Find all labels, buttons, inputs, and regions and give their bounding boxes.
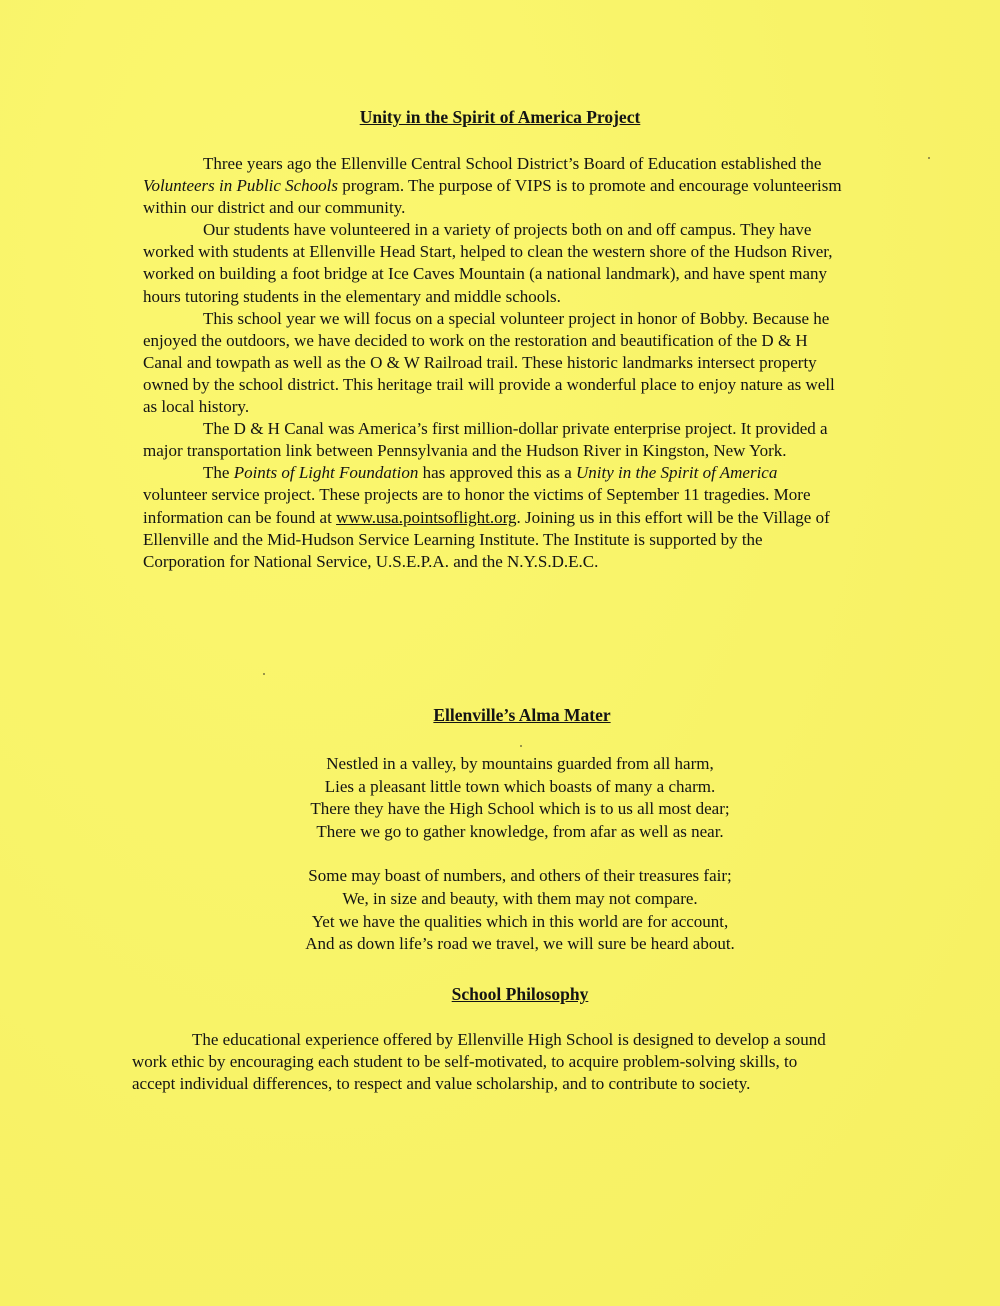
unity-spirit-name: Unity in the Spirit of America xyxy=(576,463,778,483)
paragraph-school-year-focus: This school year we will focus on a special volunteer project in honor of Bobby. Because he enjoyed the outdoors, we have decided to work on the restoration and beautification of the D & H Canal and towpath as well as the O & W Railroad trail. These historic landmarks intersect property owned by the school district. This heritage trail will provide a wonderful place to enjoy nature as well as local history. xyxy=(143,308,835,417)
unity-project-section xyxy=(143,153,843,573)
poem-stanza-2 xyxy=(0,865,1000,955)
poem-line: Lies a pleasant little town which boasts of many a charm. xyxy=(324,776,716,796)
poem-line: There we go to gather knowledge, from afar as well as near. xyxy=(316,821,724,841)
poem-line: We, in size and beauty, with them may not compare. xyxy=(342,888,698,908)
points-of-light-foundation-name: Points of Light Foundation xyxy=(233,463,419,483)
poem-line: Nestled in a valley, by mountains guarded from all harm, xyxy=(326,754,714,773)
scan-speck xyxy=(928,157,930,159)
school-philosophy-section xyxy=(132,1029,842,1095)
poem-stanza-1 xyxy=(0,753,1000,843)
vips-program-name: Volunteers in Public Schools xyxy=(143,176,339,196)
unity-project-heading: Unity in the Spirit of America Project xyxy=(359,107,641,127)
poem-line: There they have the High School which is to us all most dear; xyxy=(310,799,730,819)
scan-speck xyxy=(263,673,265,675)
poem-line: Some may boast of numbers, and others of their treasures fair; xyxy=(308,866,732,886)
scan-speck xyxy=(520,745,522,747)
paragraph-points-of-light: The Points of Light Foundation has approved this as a Unity in the Spirit of America volunteer service project. These projects are to honor the victims of September 11 tragedies. More information can be found at www.usa.pointsoflight.org. Joining us in this effort will be the Village of Ellenville and the Mid-Hudson Service Learning Institute. The Institute is supported by the Corporation for National Service, U.S.E.P.A. and the N.Y.S.D.E.C. xyxy=(143,463,830,571)
paragraph-student-projects: Our students have volunteered in a variety of projects both on and off campus. They have worked with students at Ellenville Head Start, helped to clean the western shore of the Hudson River, worked on building a foot bridge at Ice Caves Mountain (a national landmark), and have spent many hours tutoring students in the elementary and middle schools. xyxy=(143,220,833,306)
paragraph-philosophy: The educational experience offered by Ellenville High School is designed to develop a sound work ethic by encouraging each student to be self-motivated, to acquire problem-solving skills, to accept individual differences, to respect and value scholarship, and to contribute to society. xyxy=(132,1030,826,1093)
poem-line: And as down life’s road we travel, we will sure be heard about. xyxy=(305,934,735,954)
school-philosophy-heading: School Philosophy xyxy=(451,984,589,1004)
alma-mater-heading: Ellenville’s Alma Mater xyxy=(433,705,611,725)
paragraph-dh-canal: The D & H Canal was America’s first million-dollar private enterprise project. It provided a major transportation link between Pennsylvania and the Hudson River in Kingston, New York. xyxy=(143,419,828,461)
alma-mater-poem xyxy=(0,753,1000,978)
paragraph-vips: Three years ago the Ellenville Central School District’s Board of Education established the Volunteers in Public Schools program. The purpose of VIPS is to promote and encourage volunteerism within our district and our community. xyxy=(143,154,842,218)
poem-line: Yet we have the qualities which in this world are for account, xyxy=(311,911,729,931)
points-of-light-link[interactable]: www.usa.pointsoflight.org xyxy=(336,507,517,527)
